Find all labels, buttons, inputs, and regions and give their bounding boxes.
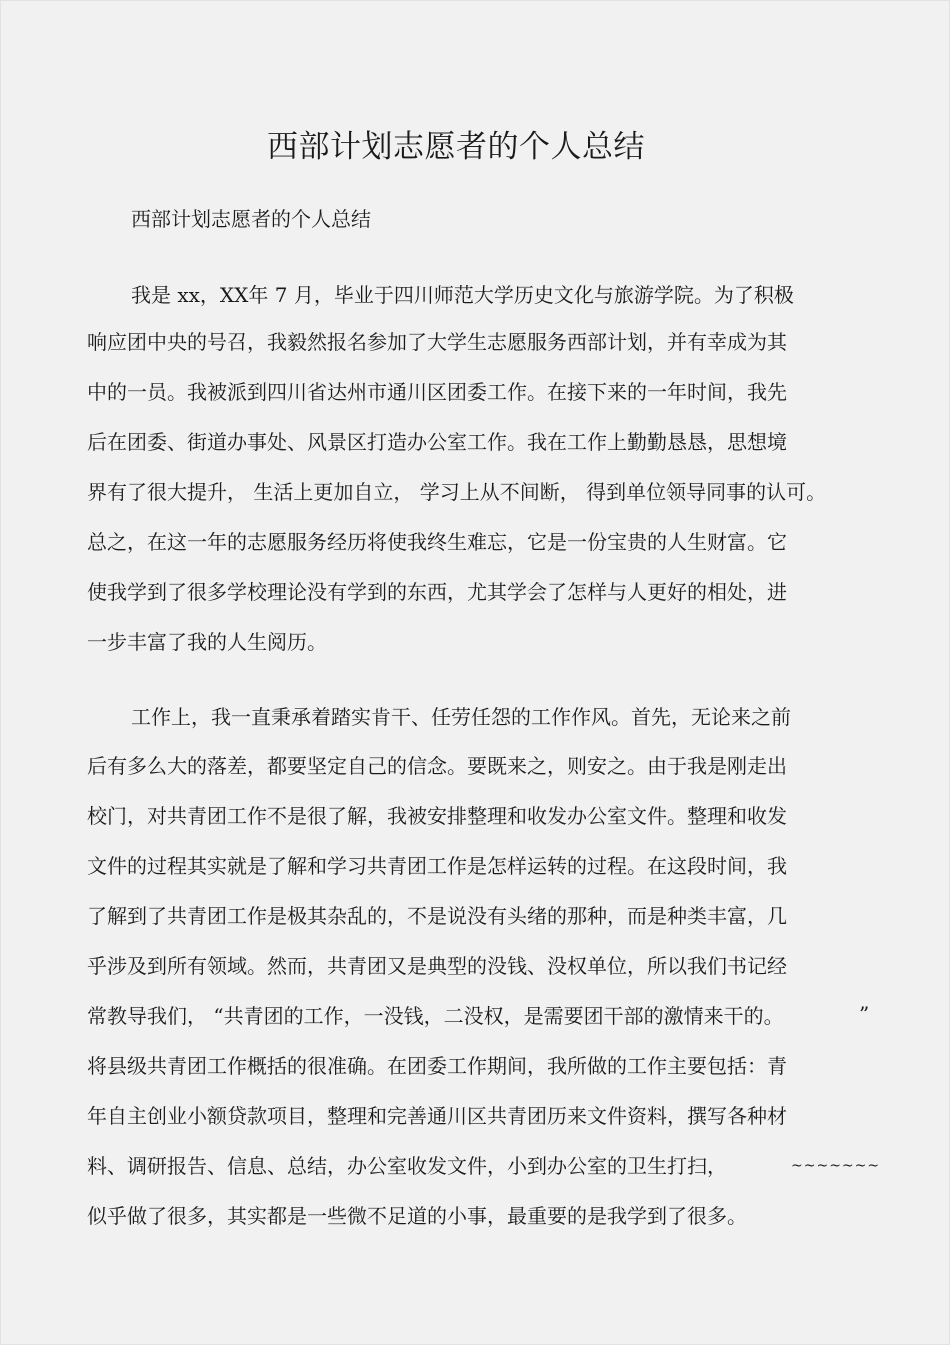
paragraph-2-line: 文件的过程其实就是了解和学习共青团工作是怎样运转的过程。在这段时间，我 bbox=[87, 854, 787, 878]
closing-quote: ” bbox=[859, 1002, 870, 1026]
paragraph-2-line: 料、调研报告、信息、总结，办公室收发文件，小到办公室的卫生打扫， bbox=[87, 1154, 727, 1178]
paragraph-1-line: 使我学到了很多学校理论没有学到的东西，尤其学会了怎样与人更好的相处，进 bbox=[87, 580, 787, 604]
paragraph-1-line: 响应团中央的号召，我毅然报名参加了大学生志愿服务西部计划，并有幸成为其 bbox=[87, 330, 787, 354]
paragraph-2-line: 工作上，我一直秉承着踏实肯干、任劳任怨的工作作风。首先，无论来之前 bbox=[131, 705, 791, 729]
tilde-marks: ~~~~~~~ bbox=[791, 1158, 881, 1174]
paragraph-2-line: 将县级共青团工作概括的很准确。在团委工作期间，我所做的工作主要包括：青 bbox=[87, 1054, 787, 1078]
paragraph-2-line: 年自主创业小额贷款项目，整理和完善通川区共青团历来文件资料，撰写各种材 bbox=[87, 1104, 787, 1128]
paragraph-1-line: 我是 xx，XX年 7 月，毕业于四川师范大学历史文化与旅游学院。为了积极 bbox=[131, 283, 794, 307]
paragraph-2-line: 后有多么大的落差，都要坚定自己的信念。要既来之，则安之。由于我是刚走出 bbox=[87, 754, 787, 778]
document-title: 西部计划志愿者的个人总结 bbox=[267, 129, 645, 165]
paragraph-2-line: 常教导我们， “共青团的工作，一没钱，二没权，是需要团干部的激情来干的。 bbox=[87, 1004, 784, 1028]
paragraph-2-line: 校门，对共青团工作不是很了解，我被安排整理和收发办公室文件。整理和收发 bbox=[87, 804, 787, 828]
document-subtitle: 西部计划志愿者的个人总结 bbox=[131, 207, 371, 231]
paragraph-1-line: 总之，在这一年的志愿服务经历将使我终生难忘，它是一份宝贵的人生财富。它 bbox=[87, 530, 787, 554]
paragraph-2-line: 乎涉及到所有领域。然而，共青团又是典型的没钱、没权单位，所以我们书记经 bbox=[87, 954, 787, 978]
paragraph-1-line: 中的一员。我被派到四川省达州市通川区团委工作。在接下来的一年时间，我先 bbox=[87, 380, 787, 404]
paragraph-1-line: 后在团委、街道办事处、风景区打造办公室工作。我在工作上勤勤恳恳，思想境 bbox=[87, 430, 787, 454]
paragraph-1-line: 界有了很大提升， 生活上更加自立， 学习上从不间断， 得到单位领导同事的认可。 bbox=[87, 480, 827, 504]
paragraph-2-line: 似乎做了很多，其实都是一些微不足道的小事，最重要的是我学到了很多。 bbox=[87, 1204, 747, 1228]
paragraph-2-line: 了解到了共青团工作是极其杂乱的，不是说没有头绪的那种，而是种类丰富，几 bbox=[87, 904, 787, 928]
paragraph-1-line: 一步丰富了我的人生阅历。 bbox=[87, 630, 327, 654]
